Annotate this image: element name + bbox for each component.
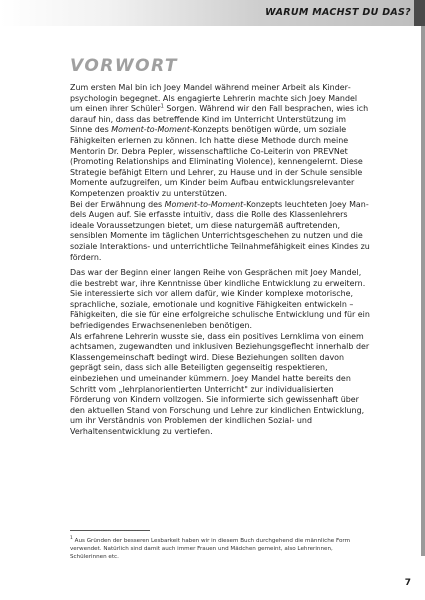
footnote-reference: 1 bbox=[160, 103, 164, 110]
footnote-rule bbox=[70, 530, 150, 531]
paragraph bbox=[70, 332, 370, 438]
footnote-text: Aus Gründen der besseren Lesbarkeit haben wir in diesem Buch durchgehend die männliche Form verwendet. Natürlich sind damit auch immer Frauen und Mädchen gemeint, also Lehrerinnen, Schülerinnen etc. bbox=[70, 538, 351, 560]
running-header-title: WARUM MACHST DU DAS? bbox=[265, 7, 411, 18]
text-run: Das war der Beginn einer langen Reihe von Gesprächen mit Joey Mandel, die bestrebt war, ihre Kenntnisse über kindliche Entwicklung zu erweitern. Sie interessierte sich vor allem dafür, wie Kinder komplexe motorische, sprachliche, soziale, emotionale und kognitive Fähigkeiten entwickeln – Fähigkeiten, die sie für eine erfolgreiche schulische Entwicklung und für ein befriedigendes Erwachsenenleben benötigen. bbox=[70, 268, 370, 331]
paragraph bbox=[70, 200, 370, 264]
footnote-mark: 1 bbox=[70, 536, 73, 542]
text-run: -Konzepts benötigen würde, um soziale Fähigkeiten erlernen zu können. Ich hatte diese Methode durch meine Mentorin Dr. Debra Pepler, wissenschaftliche Co-Leiterin von PREVNet (Promoting Relationships and Eliminating Violence), kennengelernt. Diese Strategie befähigt Eltern und Lehrer, zu Hause und in der Schule sensible Momente aufzugreifen, um Kinder beim Aufbau entwicklungsrelevanter Kompetenzen proaktiv zu unterstützen. bbox=[70, 125, 363, 198]
text-run: Bei der Erwähnung des bbox=[70, 199, 165, 209]
text-run: Sorgen. Während wir den Fall besprachen, wies ich darauf hin, dass das betreffende Kind im Unterricht Unterstützung im Sinne des bbox=[70, 104, 369, 135]
header-corner-tab bbox=[414, 0, 425, 26]
footnote bbox=[70, 537, 370, 561]
text-run: Als erfahrene Lehrerin wusste sie, dass ein positives Lernklima von einem achtsamen, zugewandten und inklusiven Beziehungsgeflecht innerhalb der Klassengemeinschaft bedingt wird. Diese Beziehungen sollten davon geprägt sein, dass sich alle Beteiligten gegenseitig respektieren, einbeziehen und umeinander kümmern. Joey Mandel hatte bereits den Schritt vom „lehrplanorientierten Unterricht" zur individualisierten Förderung von Kindern vollzogen. Sie informierte sich gewissenhaft über den aktuellen Stand von Forschung und Lehre zur kindlichen Entwicklung, um ihr Verständnis von Problemen der kindlichen Sozial- und Verhaltensentwicklung zu vertiefen. bbox=[70, 331, 370, 436]
page-number: 7 bbox=[404, 578, 411, 588]
chapter-title: VORWORT bbox=[70, 56, 179, 76]
emphasis-term: Moment-to-Moment bbox=[164, 199, 244, 209]
text-run: Zum ersten Mal bin ich Joey Mandel während meiner Arbeit als Kinderpsychologin begegnet. Als engagierte Lehrerin machte sich Joey Mandel um einen ihrer Schüler bbox=[70, 83, 358, 114]
paragraph bbox=[70, 83, 370, 200]
body-text bbox=[70, 83, 370, 438]
text-run: -Konzepts leuchteten Joey Mandels Augen auf. Sie erfasste intuitiv, dass die Rolle des Klassenlehrers ideale Voraussetzungen bietet, um diese naturgemäß auftretenden, sensiblen Momente im täglichen Unterrichtsgeschehen zu nutzen und die soziale Interaktions- und unterrichtliche Teilnahmefähigkeit eines Kindes zu fördern. bbox=[70, 199, 370, 262]
paragraph bbox=[70, 268, 370, 332]
emphasis-term: Moment-to-Moment bbox=[111, 125, 190, 135]
page-edge-tab bbox=[421, 26, 425, 556]
